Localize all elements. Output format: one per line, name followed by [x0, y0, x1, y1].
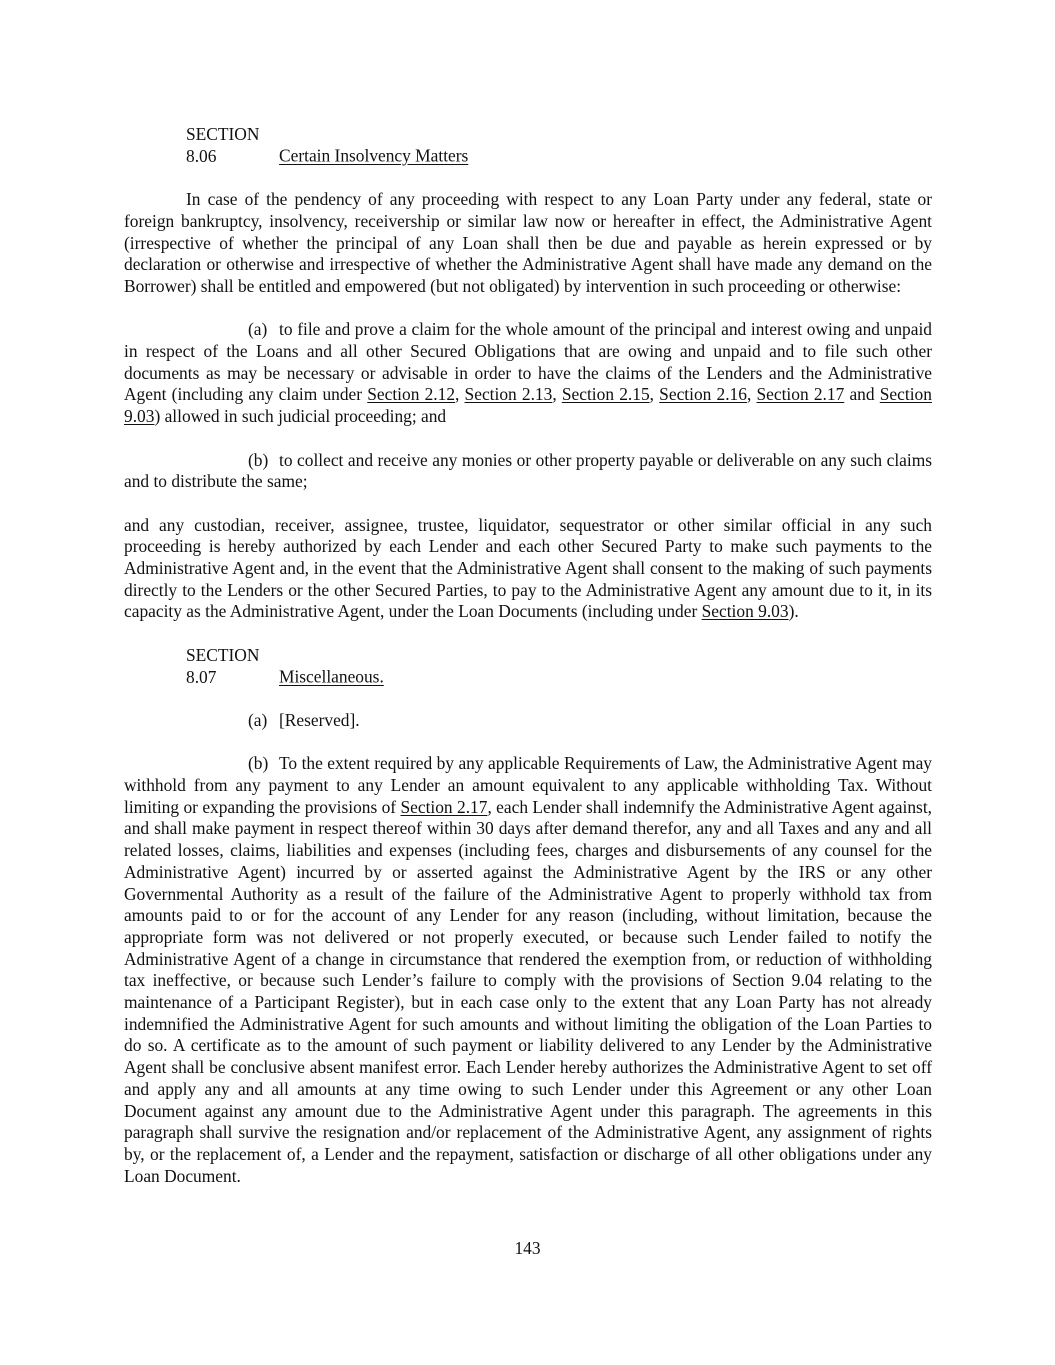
clause-b-label: (b) — [248, 753, 269, 774]
section-807-clause-a: (a) [Reserved]. — [124, 710, 932, 732]
ref-section-2-12[interactable]: Section 2.12 — [367, 384, 456, 405]
section-807-heading — [124, 645, 932, 688]
ref-section-2-17[interactable]: Section 2.17 — [400, 796, 488, 817]
ref-section-2-17[interactable]: Section 2.17 — [756, 384, 845, 405]
ref-section-9-03[interactable]: Section 9.03 — [701, 601, 789, 622]
page-number: 143 — [514, 1238, 541, 1258]
section-806-title: Certain Insolvency Matters — [279, 145, 469, 166]
ref-section-2-16[interactable]: Section 2.16 — [659, 384, 747, 405]
section-806-intro: In case of the pendency of any proceeding with respect to any Loan Party under any federal, state or foreign bankruptcy, insolvency, receivership or similar law now or hereafter in effect, the Administrative Agent (irrespective of whether the principal of any Loan shall then be due and payable as herein expressed or by declaration or otherwise and irrespective of whether the Administrative Agent shall have made any demand on the Borrower) shall be entitled and empowered (but not obligated) by intervention in such proceeding or otherwise: — [124, 189, 932, 296]
ref-section-2-15[interactable]: Section 2.15 — [561, 384, 650, 405]
section-806-number: SECTION 8.06 — [186, 124, 260, 166]
section-806-heading — [124, 124, 932, 167]
ref-section-2-13[interactable]: Section 2.13 — [464, 384, 553, 405]
section-807-title: Miscellaneous. — [279, 666, 384, 687]
section-806-clause-a: (a) to file and prove a claim for the whole amount of the principal and interest owing and unpaid in respect of the Loans and all other Secured Obligations that are owing and unpaid and to file such other documents as may be necessary or advisable in order to have the claims of the Lenders and the Administrative Agent (including any claim under Section 2.12, Section 2.13, Section 2.15, Section 2.16, Section 2.17 and Section 9.03) allowed in such judicial proceeding; and — [124, 319, 932, 427]
clause-a-label: (a) — [248, 709, 268, 730]
ref-section-9-03[interactable]: Section 9.03 — [124, 384, 932, 427]
document-page — [124, 124, 932, 1187]
section-807-clause-b: (b) To the extent required by any applicable Requirements of Law, the Administrative Agent may withhold from any payment to any Lender an amount equivalent to any applicable withholding Tax. Without limiting or expanding the provisions of Section 2.17, each Lender shall indemnify the Administrative Agent against, and shall make payment in respect thereof within 30 days after demand therefor, any and all Taxes and any and all related losses, claims, liabilities and expenses (including fees, charges and disbursements of any counsel for the Administrative Agent) incurred by or asserted against the Administrative Agent by the IRS or any other Governmental Authority as a result of the failure of the Administrative Agent to properly withhold tax from amounts paid to or for the account of any Lender for any reason (including, without limitation, because the appropriate form was not delivered or not properly executed, or because such Lender failed to notify the Administrative Agent of a change in circumstance that rendered the exemption from, or reduction of withholding tax ineffective, or because such Lender’s failure to comply with the provisions of Section 9.04 relating to the maintenance of a Participant Register), but in each case only to the extent that any Loan Party has not already indemnified the Administrative Agent for such amounts and without limiting the obligation of the Loan Parties to do so. A certificate as to the amount of such payment or liability delivered to any Lender by the Administrative Agent shall be conclusive absent manifest error. Each Lender hereby authorizes the Administrative Agent to set off and apply any and all amounts at any time owing to such Lender under this Agreement or any other Loan Document against any amount due to the Administrative Agent under this paragraph. The agreements in this paragraph shall survive the resignation and/or replacement of the Administrative Agent, any assignment of rights by, or the replacement of, a Lender and the repayment, satisfaction or discharge of all other obligations under any Loan Document. — [124, 753, 932, 1186]
clause-a-label: (a) — [248, 319, 268, 340]
section-806-closing: and any custodian, receiver, assignee, trustee, liquidator, sequestrator or other similar official in any such proceeding is hereby authorized by each Lender and each other Secured Party to make such payments to the Administrative Agent and, in the event that the Administrative Agent shall consent to the making of such payments directly to the Lenders or the other Secured Parties, to pay to the Administrative Agent any amount due to it, in its capacity as the Administrative Agent, under the Loan Documents (including under Section 9.03). — [124, 514, 932, 622]
section-806-clause-b: (b) to collect and receive any monies or other property payable or deliverable on any such claims and to distribute the same; — [124, 449, 932, 492]
clause-b-label: (b) — [248, 449, 269, 470]
section-807-number: SECTION 8.07 — [186, 644, 260, 687]
